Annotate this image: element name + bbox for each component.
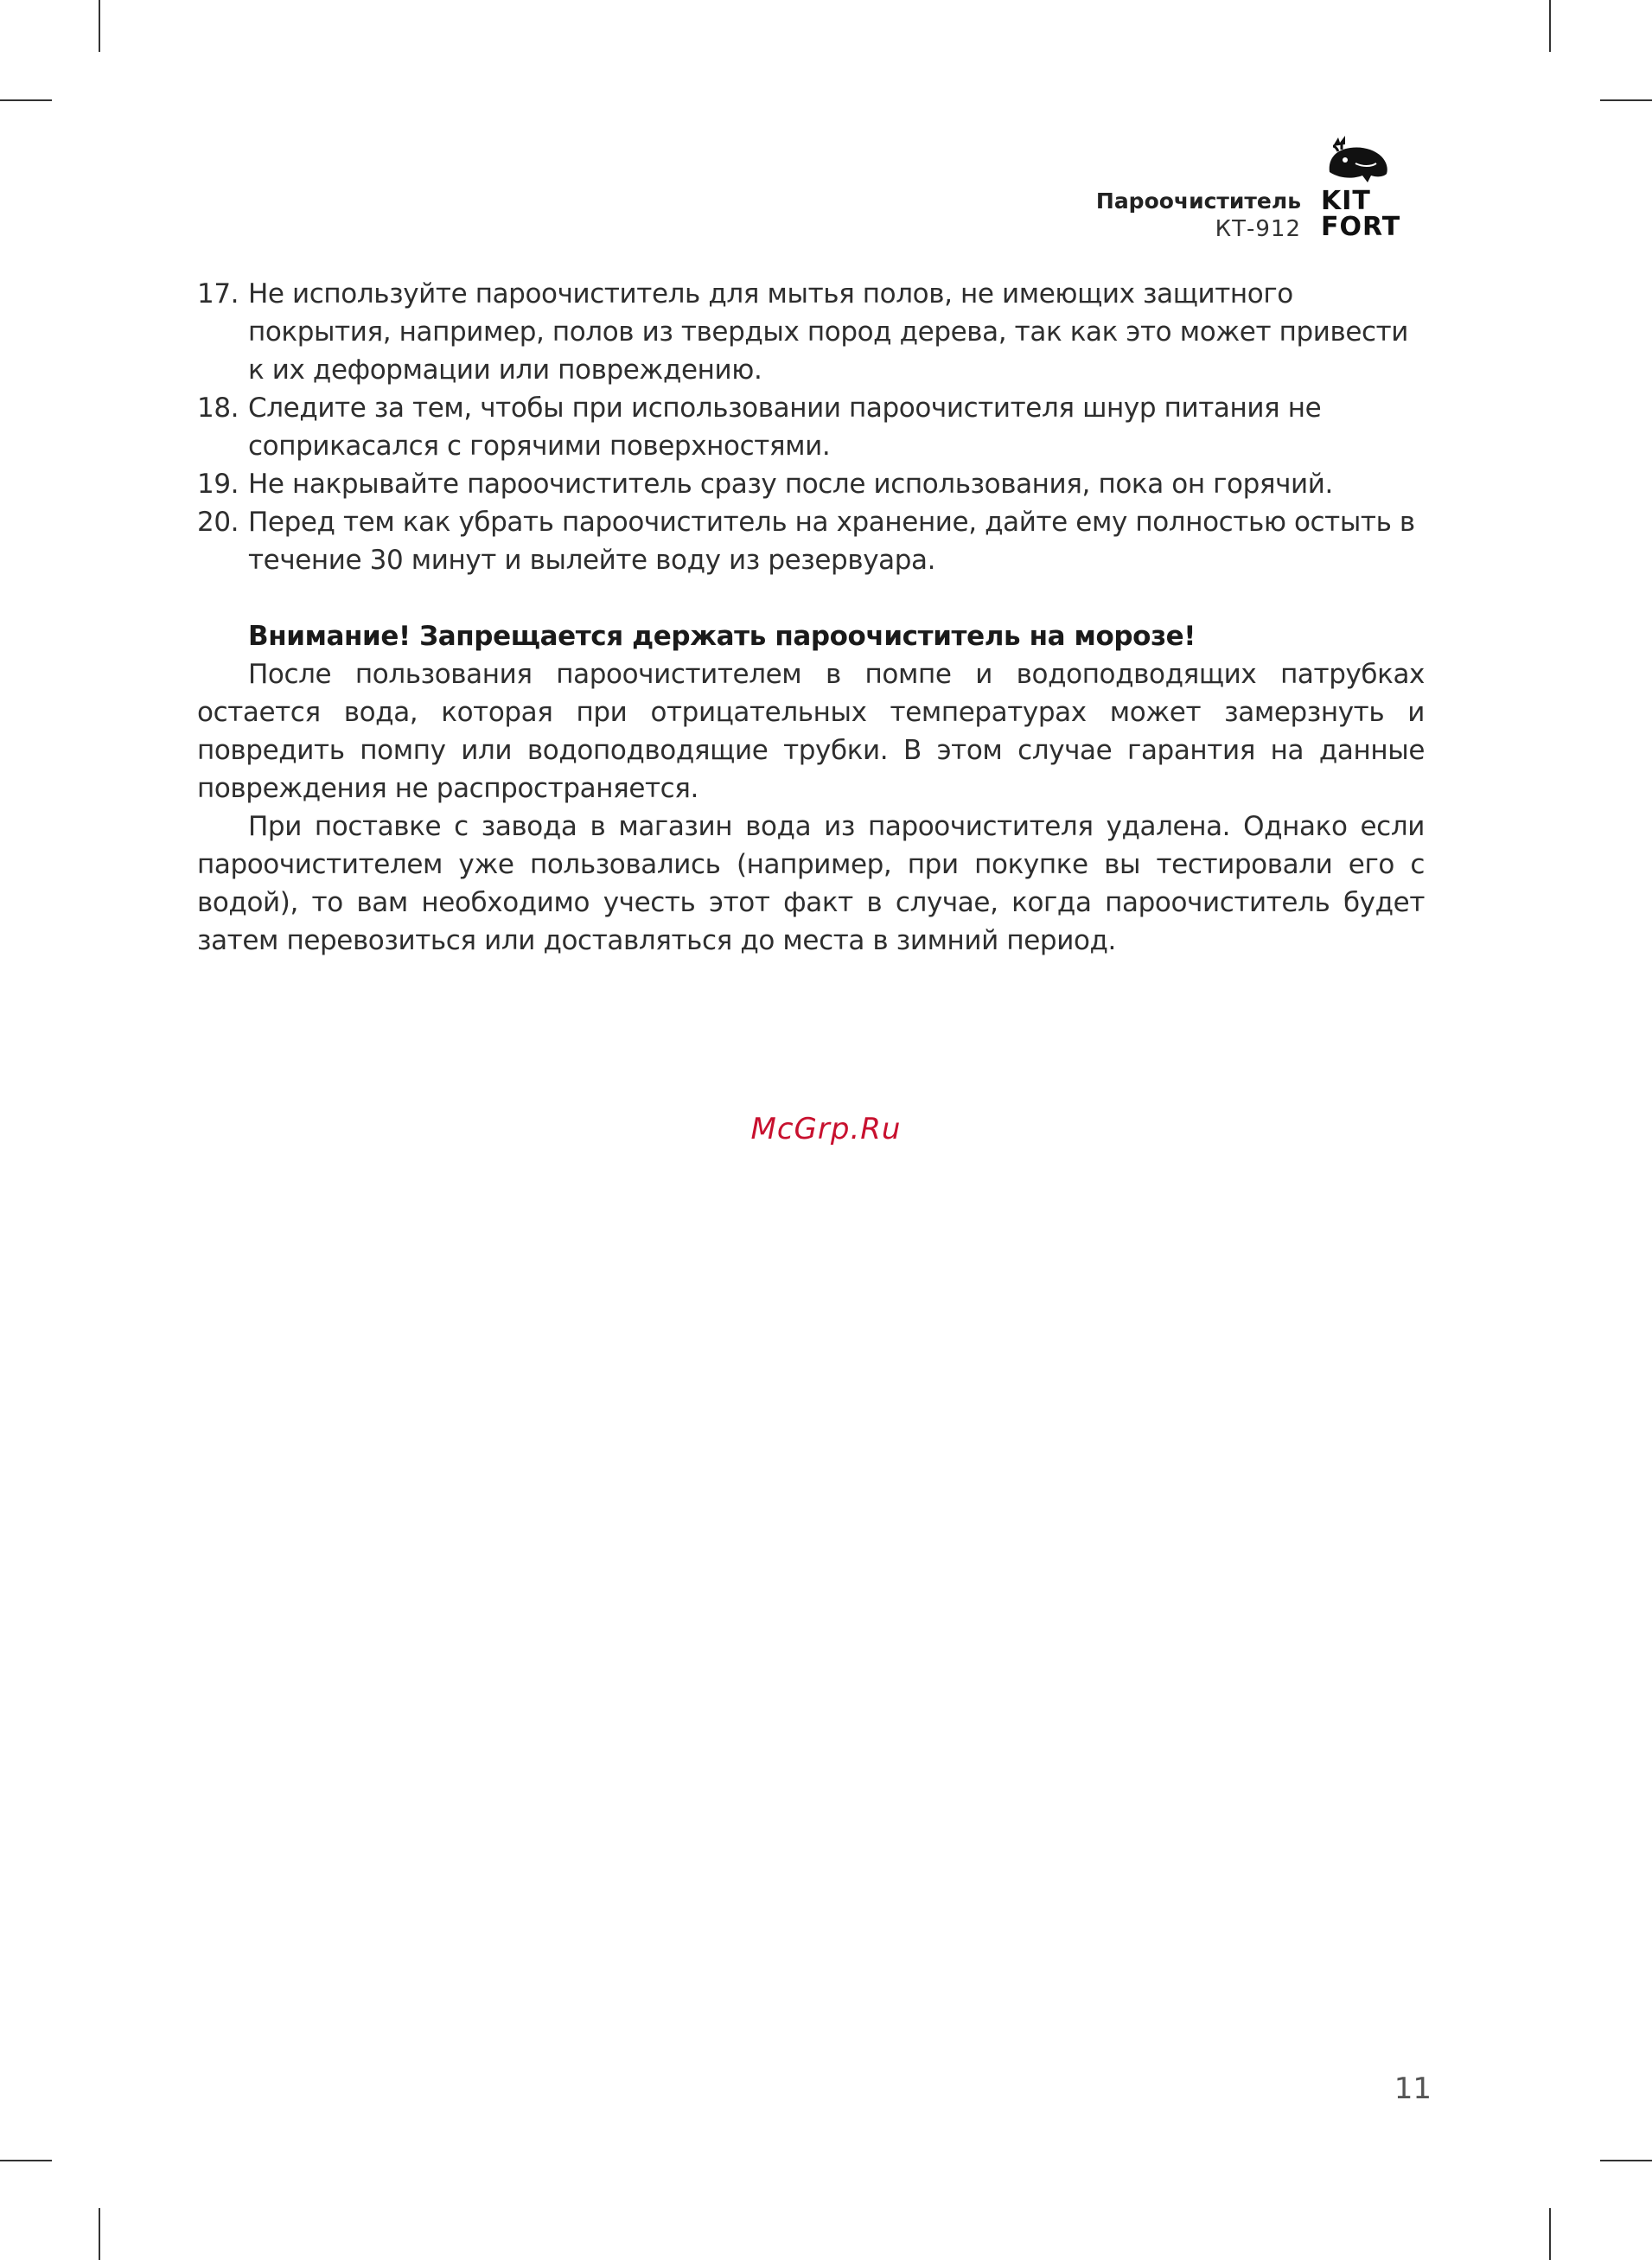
item-number: 20. (197, 507, 239, 538)
crop-mark (1549, 0, 1551, 52)
model-number: КТ-912 (1215, 216, 1301, 242)
document-header (1096, 188, 1301, 244)
main-content (197, 275, 1425, 960)
item-text: Следите за тем, чтобы при использовании пароочистителя шнур питания не соприкасался с горячими поверхностями. (248, 393, 1322, 462)
item-number: 19. (197, 469, 239, 500)
item-text: Не используйте пароочиститель для мытья полов, не имеющих защитного покрытия, например, полов из твердых пород дерева, так как это может привести к их деформации или повреждению. (248, 278, 1409, 386)
brand-line-1: KIT (1321, 186, 1371, 216)
page-number: 11 (1394, 2072, 1432, 2106)
list-item (197, 275, 1425, 389)
watermark-text: McGrp.Ru (750, 1112, 902, 1146)
item-number: 18. (197, 393, 239, 424)
list-item (197, 389, 1425, 465)
brand-wordmark (1321, 188, 1400, 240)
crop-mark (1600, 2160, 1652, 2161)
warning-heading: Внимание! Запрещается держать пароочиститель на морозе! (248, 621, 1196, 652)
product-name: Пароочиститель (1095, 188, 1301, 214)
item-number: 17. (197, 278, 239, 310)
item-text: Не накрывайте пароочиститель сразу после использования, пока он горячий. (248, 469, 1333, 500)
brand-line-2: FORT (1321, 212, 1401, 242)
crop-mark (0, 2160, 52, 2161)
list-item (197, 503, 1425, 579)
crop-mark (99, 2208, 100, 2260)
whale-icon (1324, 134, 1392, 188)
warning-paragraph: После пользования пароочистителем в помпе и водоподводящих патрубках остается вода, которая при отрицательных температурах может замерзнуть и повредить помпу или водоподводящие трубки. В этом случае гарантия на данные повреждения не распространяется. (197, 659, 1425, 804)
warning-paragraph: При поставке с завода в магазин вода из пароочистителя удалена. Однако если пароочистителем уже пользовались (например, при покупке вы тестировали его с водой), то вам необходимо учесть этот факт в случае, когда пароочиститель будет затем перевозиться или доставляться до места в зимний период. (197, 811, 1425, 956)
crop-mark (0, 99, 52, 101)
item-text: Перед тем как убрать пароочиститель на хранение, дайте ему полностью остыть в течение 30 минут и вылейте воду из резервуара. (248, 507, 1415, 576)
crop-mark (99, 0, 100, 52)
crop-mark (1549, 2208, 1551, 2260)
brand-logo (1321, 130, 1451, 242)
crop-mark (1600, 99, 1652, 101)
list-item (197, 465, 1425, 503)
safety-list (197, 275, 1425, 579)
